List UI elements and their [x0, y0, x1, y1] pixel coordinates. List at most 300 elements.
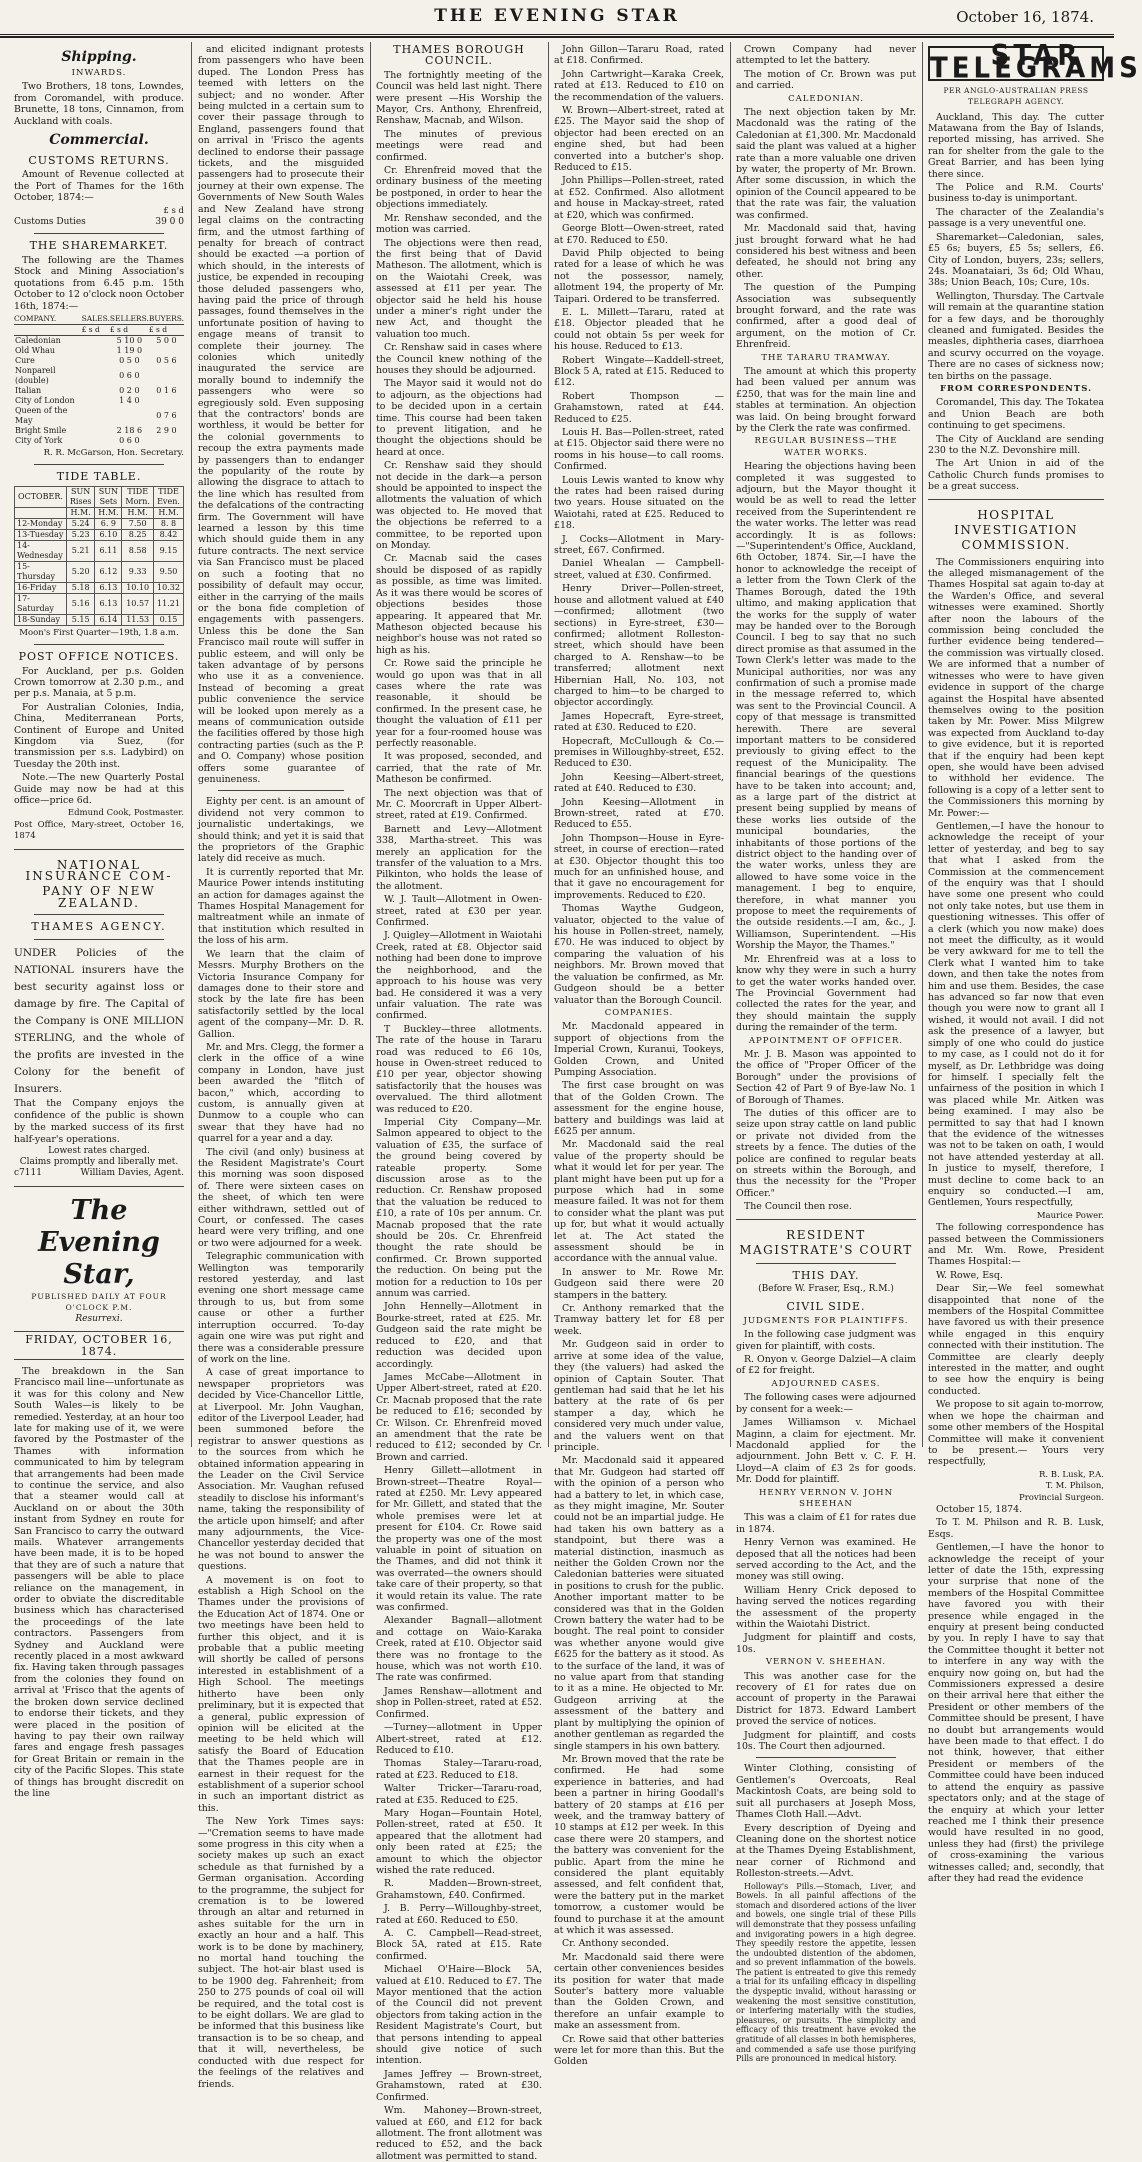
dateline: FRIDAY, OCTOBER 16, 1874. [14, 1331, 184, 1360]
customs-table [14, 206, 184, 229]
telegram: Coromandel, This day. The Tokatea and Union Beach are both continuing to get specimens. [928, 397, 1104, 432]
subheading: APPOINTMENT OF OFFICER. [748, 1035, 904, 1046]
customs-label: Customs Duties [14, 217, 86, 228]
tide-table [14, 486, 184, 626]
article-paragraph: In the following case judgment was given for plaintiff, with costs. [736, 1329, 916, 1352]
article-paragraph: The civil (and only) business at the Resident Magistrate's Court this morning was soon disposed of. There were sixteen cases on the sheet, of which ten were either withdrawn, settled out of Court, or confessed. The cases heard were very trifling, and one or two were adjourned for a week. [198, 1146, 364, 1249]
table-cell: 1 19 0 [116, 345, 143, 355]
article-paragraph: The Council then rose. [744, 1201, 852, 1213]
article-paragraph: This was a claim of £1 for rates due in 1874. [736, 1512, 916, 1535]
article-paragraph: We propose to sit again to-morrow, when we hope the chairman and some other members of the Hospital Committee will make it convenient to be present.— Yours very respectfully, [928, 1399, 1104, 1468]
article-paragraph: George Blott—Owen-street, rated at £70. Reduced to £50. [554, 223, 724, 246]
table-cell [82, 366, 110, 386]
table-cell: 11.53 [122, 614, 154, 625]
article-paragraph: John Keesing—Albert-street, rated at £40. Reduced to £30. [554, 771, 724, 795]
table-cell [82, 426, 110, 436]
divider [34, 914, 164, 915]
article-paragraph: Mr. Gudgeon said in order to arrive at some idea of the value, they (the valuers) had asked the opinion of Captain Souter. That gentleman had said that he let his battery at the rate of 6s per stamper a day, which he considered very much under value, and the valuers went on that principle. [554, 1339, 724, 1453]
article-paragraph: In answer to Mr. Rowe Mr. Gudgeon said there were 20 stampers in the battery. [554, 1266, 724, 1301]
insurance-agent: William Davies, Agent. [80, 1168, 184, 1179]
article-paragraph: W. J. Tault—Allotment in Owen-street, rated at £30 per year. Confirmed. [376, 894, 542, 929]
article-paragraph: Judgment for plaintiff, and costs 10s. The Court then adjourned. [736, 1729, 916, 1753]
subheading: FROM CORRESPONDENTS. [939, 383, 1093, 394]
advertisement: Winter Clothing, consisting of Gentlemen's Overcoats, Real Mackintosh Coats, are being sold to suit all purchasers at Joseph Moss, Thames Cloth Hall.—Advt. [736, 1763, 916, 1821]
article-paragraph: Crown Company had never attempted to let the battery. [736, 44, 916, 67]
article-paragraph: October 15, 1874. [936, 1503, 1023, 1515]
table-cell: BUYERS. [148, 313, 184, 323]
motto: Resurrexi. [75, 1313, 123, 1324]
table-cell: 5.16 [66, 593, 94, 614]
table-cell: 5 10 0 [116, 335, 143, 345]
article-paragraph: A. C. Campbell—Read-street, Block 5A, rated at £15. Rate confirmed. [376, 1928, 542, 1962]
article-paragraph: The Mayor said it would not do to adjourn, as the objections had to be decided upon in a certain time. This course had been taken to prevent litigation, and he thought the objections should be heard at once. [376, 378, 542, 458]
telegram: Sharemarket—Caledonian, sales, £5 6s; buyers, £5 5s; sellers, £6. City of London, buyers, 23s; sellers, 24s. Moanataiari, 3s 6d; Old Whau, 38s; Union Beach, 10s; Cure, 10s. [928, 231, 1104, 289]
table-cell: 0 6 0 [119, 435, 140, 445]
share-table [14, 314, 184, 446]
divider [34, 464, 164, 465]
article-paragraph: Robert Thompson — Grahamstown, rated at £44. Reduced to £25. [554, 390, 724, 425]
article-paragraph: It was proposed, seconded, and carried, that the rate of Mr. Matheson be confirmed. [376, 751, 542, 786]
column-rule [191, 42, 192, 1447]
table-cell: 18-Sunday [15, 614, 67, 625]
star-telegrams-banner [928, 39, 1142, 86]
table-cell: 7.50 [122, 518, 154, 529]
article-paragraph: John Hennelly—Allotment in Bourke-street, rated at £25. Mr. Gudgeon said the rate might be reduced to £20, and that reduction was decided upon accordingly. [376, 1301, 542, 1370]
telegram: Auckland, This day. The cutter Matawana from the Bay of Islands, reported missing, has arrived. She ran for shelter from the gale to the Great Barrier, and has been lying there since. [928, 111, 1104, 180]
table-cell [82, 386, 110, 396]
insurance-footer [14, 1168, 184, 1179]
table-cell: H.M. [122, 507, 154, 518]
table-cell: 9.50 [153, 561, 183, 582]
page-date: October 16, 1874. [956, 8, 1094, 26]
table-row [14, 436, 184, 446]
article-paragraph: Mr. and Mrs. Clegg, the former a clerk in the office of a wine company in London, have just been awarded the "flitch of bacon," which, according to custom, is annually given at Dunmow to a couple who can swear that they have had no quarrel for a year and a day. [198, 1041, 364, 1145]
article-paragraph: The minutes of previous meetings were read and confirmed. [376, 128, 542, 163]
article-paragraph: J. Quigley—Allotment in Waiotahi Creek, rated at £8. Objector said nothing had been done to improve the neighborhood, and the approach to his house was very bad. He considered it was a very unfair valuation. The rate was confirmed. [376, 930, 542, 1022]
table-cell: 9.33 [122, 561, 154, 582]
table-row [15, 614, 184, 625]
divider [218, 790, 344, 791]
table-cell [110, 406, 149, 426]
article-paragraph: Mr. Macdonald said the real value of the property should be what it would let for per year. The plant might have been put up for a purpose which had in some measure failed. It was not for them to consider what the plant was put up for, but what it would actually let at. The Act stated the assessment should be in accordance with the annual value. [554, 1139, 724, 1265]
article-paragraph: Michael O'Haire—Block 5A, valued at £10. Reduced to £7. The Mayor mentioned that the action of the Council did not prevent objectors from taking action in the Resident Magistrate's Court, but that persons intending to appeal should give notice of such intention. [376, 1964, 542, 2067]
article-paragraph: The following cases were adjourned by consent for a week:— [736, 1392, 916, 1415]
table-cell: COMPANY. [14, 314, 82, 325]
star-telegrams-title: STAR TELEGRAMS [930, 39, 1142, 86]
article-paragraph: Mr. Ehrenfreid was at a loss to know why they were in such a hurry to get the water works handed over. The Provincial Government had collected the rates for the year, and they should maintain the supply during the remainder of the term. [736, 953, 916, 1034]
article-paragraph: Thomas Staley—Tararu-road, rated at £23. Reduced to £18. [376, 1758, 542, 1781]
article-paragraph: The first case brought on was that of the Golden Crown. The assessment for the engine house, battery and buildings was laid at £625 per annum. [554, 1080, 724, 1137]
table-cell [149, 366, 184, 386]
column-rule [548, 42, 549, 1447]
customs-amount: 39 0 0 [155, 217, 184, 228]
table-cell: 5.23 [66, 529, 94, 540]
sharemarket-heading: THE SHAREMARKET. [29, 239, 169, 253]
table-row [14, 335, 184, 346]
article-paragraph: Hopecraft, McCullough & Co.—premises in Willoughby-street, £52. Reduced to £30. [554, 735, 724, 770]
column-3 [376, 43, 542, 2162]
article-paragraph: The question of the Pumping Association was subsequently brought forward, and the rate was confirmed, after a good deal of argument, on the motion of Cr. Ehrenfreid. [736, 282, 916, 351]
article-paragraph: and elicited indignant protests from passengers who have been duped. The London Press has teemed with letters on the subject; and no wonder. After being mulcted in a certain sum to cover their passage through to England, passengers found that on arrival in 'Frisco the agents declined to endorse their passage tickets, and the misguided passengers had to prosecute their journey at their own expense. The Governments of New South Wales and New Zealand have strong legal claims on the contracting firm, and the utmost farthing of penalty for breach of contract should be exacted —a portion of which should, in the interests of justice, be expended in recouping those deluded passengers who, having paid the price of through passages, found themselves in the unfortunate position of having to engage means of transit to complete their journey. The colonies which unitedly inaugurated the service are morally bound to indemnify the passengers who were so egregiously sold. Even supposing that the contractors' bonds are worthless, it would be better for the colonial governments to recoup the extra payments made by passengers than to endanger the popularity of the route by allowing the disgrace to attach to the line which has resulted from the defalcations of the contracting firm. The Government will have learned a lesson by this time which should guide them in any future contracts. The next service via San Francisco must be placed on such a footing that no possibility of default may occur, either in the carrying of the mails or the bona fide completion of engagements with passengers. Unless this be done the San Francisco mail route will suffer in public esteem, and will only be taken advantage of by persons who use it as a convenience. Instead of becoming a great public convenience the service will be looked upon merely as a means of communication outside the facilities offered by those high contracting parties (such as the P. and O. Company) whose position offers some guarantee of genuineness. [198, 44, 364, 785]
table-cell: City of York [15, 435, 63, 445]
subheading: VERNON V. SHEEHAN. [765, 1657, 887, 1668]
table-cell: 1 4 0 [119, 395, 140, 405]
table-cell [82, 406, 110, 426]
table-cell [14, 324, 82, 335]
divider [14, 849, 184, 850]
table-cell: £ s d [82, 324, 110, 335]
divider [756, 1263, 896, 1264]
advertisement: Every description of Dyeing and Cleaning done on the shortest notice at the Thames Dyeing Establishment, near corner of Richmond and Rolleston-streets.—Advt. [736, 1822, 916, 1880]
article-paragraph: Louis H. Bas—Pollen-street, rated at £15. Objector said there were no rooms in his house—to call rooms. Confirmed. [554, 427, 724, 473]
table-cell [82, 346, 110, 356]
table-cell: City of London [15, 395, 75, 405]
table-cell: 6.11 [95, 540, 122, 561]
telegraph-agency: PER ANGLO-AUSTRALIAN PRESS TELEGRAPH AGENCY. [943, 85, 1089, 107]
column-2 [198, 44, 364, 2090]
signature: T. M. Philson, [1045, 1481, 1104, 1492]
article-paragraph: Mr. Macdonald said that, having just brought forward what he had considered his best witness and been defeated, he should not bring any other. [736, 223, 916, 280]
article-paragraph: Cr. Ehrenfreid moved that the ordinary business of the meeting be postponed, in order to hear the objections immediately. [376, 165, 542, 211]
article-paragraph: Barnett and Levy—Allotment 338, Martha-street. This was merely an application for the transfer of the valuation to a Mrs. Pilkinton, who holds the lease of the allotment. [376, 823, 542, 892]
article-paragraph: The objections were then read, the first being that of David Matheson. The allotment, which is on the Waiotahi Creek, was assessed at £11 per year. The objector said he held his house under a miner's right under the new Act, and thought the valuation too much. [376, 237, 542, 340]
article-paragraph: It is currently reported that Mr. Maurice Power intends instituting an action for damages against the Thames Hospital Management for maltreatment while an inmate of that institution which resulted in the loss of his arm. [198, 866, 364, 947]
table-cell: H.M. [153, 507, 183, 518]
table-cell: Cure [15, 355, 35, 365]
table-cell: 10.57 [122, 593, 154, 614]
article-paragraph: Henry Vernon was examined. He deposed that all the notices had been served according to the Act, and the money was still owing. [736, 1537, 916, 1583]
table-cell: Old Whau [15, 345, 56, 355]
article-paragraph: Walter Tricker—Tararu-road, rated at £35. Reduced to £25. [376, 1783, 542, 1806]
publication-note: PUBLISHED DAILY AT FOUR O'CLOCK P.M. [31, 1291, 167, 1313]
insurance-rates: Lowest rates charged. [48, 1145, 150, 1156]
subheading: HENRY VERNON V. JOHN SHEEHAN [758, 1487, 894, 1509]
table-cell: SELLERS. [109, 313, 149, 323]
header-rule [0, 34, 1114, 35]
article-paragraph: Hearing the objections having been completed it was suggested to adjourn, but the Mayor thought it would be as well to read the letter received from the Superintendent re the water works. The letter was read accordingly. It is as follows:—"Superintendent's Office, Auckland, 6th October, 1874. Sir,—I have the honor to acknowledge the receipt of a letter from the Town Clerk of the Thames Borough, dated the 19th ultimo, and making application that the works for the supply of water may be handed over to the Borough Council. I beg to say that no such direct promise as that assumed in the Town Clerk's letter was made to the Municipal authorities, nor was any confirmation of such a promise made in the message referred to, which was sent to the Provincial Council. A copy of that message is transmitted herewith. There are several important matters to be considered previously to giving effect to the request of the Municipality. The financial bearings of the questions have to be taken into account; and, as a large part of the district at present being supplied by means of these works lies outside of the municipal boundaries, the inhabitants of those portions of the district object to the handing over of the water works, unless they are allowed to have some voice in the management. I beg to enquire, therefore, in what manner you propose to meet the requirements of the outside residents.—I am, &c., J. Williamson, Superintendent. —His Worship the Mayor, the Thames." [736, 461, 916, 952]
court-civil: CIVIL SIDE. [786, 1300, 866, 1314]
table-cell [149, 346, 184, 356]
article-paragraph: The next objection taken by Mr. Macdonald was the rating of the Caledonian at £1,300. Mr. Macdonald said the plant was valued at a higher rate than a more valuable one driven by water, the property of Mr. Brown. After some discussion, in which the opinion of the Council appeared to be that the rate was fair, the valuation was confirmed. [736, 107, 916, 221]
divider [736, 1219, 916, 1220]
table-cell: 12-Monday [15, 518, 67, 529]
table-cell: Italian [15, 385, 42, 395]
article-paragraph: Wm. Mahoney—Brown-street, valued at £60, and £12 for back allotment. The front allotment was reduced to £52, and the back allotment was permitted to stand. [376, 2105, 542, 2162]
customs-units: £ s d [163, 205, 184, 216]
shipping-title: Shipping. [61, 49, 137, 65]
table-cell [15, 507, 67, 518]
article-paragraph: Cr. Anthony seconded. [562, 1938, 669, 1950]
table-row [14, 386, 184, 396]
table-cell: £ s d [110, 324, 149, 335]
court-heading: RESIDENT MAGISTRATE'S COURT [739, 1227, 913, 1257]
article-paragraph: Telegraphic communication with Wellington was temporarily restored yesterday, and last evening one short message came through to us, but from some cause or other a further interruption occurred. To-day again one wire was put right and there was a considerable pressure of work on the line. [198, 1251, 364, 1365]
article-paragraph: Mr. Brown moved that the rate be confirmed. He had some experience in batteries, and had been a partner in hiring Goodall's battery of 20 stamps at £16 per week, and the tramway battery of 10 stamps at £12 per week. In this case there were 20 stampers, and the battery was convenient for the public. Apart from the mine he considered the plant equitably assessed, and felt confident that, were the battery put in the market tomorrow, a customer would be found to purchase it at the amount at which it was assessed. [554, 1753, 724, 1936]
table-cell: SUN Sets [95, 486, 122, 507]
table-cell: H.M. [66, 507, 94, 518]
article-paragraph: Cr. Renshaw said in cases where the Council knew nothing of the houses they should be adjourned. [376, 342, 542, 376]
telegram: The City of Auckland are sending 230 to the N.Z. Devonshire mill. [928, 433, 1104, 456]
article-paragraph: J. B. Perry—Willoughby-street, rated at £60. Reduced to £50. [376, 1903, 542, 1926]
article-paragraph: J. Cocks—Allotment in Mary-street, £67. Confirmed. [554, 533, 724, 557]
column-rule [370, 42, 371, 1447]
article-paragraph: The New York Times says:—"Cremation seems to have made some progress in this city when a society makes up such an exact schedule as that furnished by a German organisation. According to the programme, the subject for cremation is to be lowered through an altar and returned in ashes suitable for the urn in exactly an hour and a half. This work is to be done by machinery, no mortal hand touching the subject. The hot-air blast used is to be 1900 deg. Fahrenheit; from 250 to 275 pounds of coal oil will be required, and the total cost is to be eight dollars. We are glad to be informed that this business like transaction is to be so cheap, and that it will, nevertheless, be conducted with due respect for the feelings of the relatives and friends. [198, 1816, 364, 2090]
table-cell: 5.24 [66, 518, 94, 529]
table-cell: Caledonian [15, 335, 61, 345]
article-paragraph: This was another case for the recovery of £1 for rates due on account of property in the Parawai District for 1873. Edward Lambert proved the service of notices. [736, 1670, 916, 1728]
article-paragraph: Cr. Rowe said that other batteries were let for more than this. But the Golden [554, 2033, 724, 2068]
signature: R. B. Lusk, P.A. [1038, 1469, 1104, 1480]
insurance-heading: NATIONAL INSURANCE COM- [25, 857, 173, 884]
article-paragraph: Mary Hogan—Fountain Hotel, Pollen-street, rated at £50. It appeared that the allotment had only been rated at £25; the amount to which the objector wished the rate reduced. [376, 1807, 542, 1876]
moon-phase: Moon's First Quarter—19th, 1.8 a.m. [19, 627, 179, 638]
article-paragraph: Thomas Waythe Gudgeon, valuator, objected to the value of his house in Pollen-street, namely, £70. He was induced to object by comparing the valuation of his neighbors. Mr. Brown moved that the valuation be confirmed, as Mr. Gudgeon should be a better valuator than the Borough Council. [554, 903, 724, 1006]
share-signature: R. R. McGarson, Hon. Secretary. [43, 447, 184, 458]
sharemarket-text: The following are the Thames Stock and Mining Association's quotations from 6.45 p.m. 15th October to 12 o'clock noon October 16th, 1874:— [14, 254, 184, 312]
subheading: ADJOURNED CASES. [771, 1378, 881, 1389]
table-row [15, 593, 184, 614]
article-paragraph: John Gillon—Tararu Road, rated at £18. Confirmed. [554, 44, 724, 67]
insurance-text: UNDER Policies of the NATIONAL insurers have the best security against loss or damage by fire. The Capital of the Company is ONE MILLION STERLING, and the whole of the profits are invested in the Colony for the benefit of Insurers. [14, 946, 184, 1095]
table-cell: 2 9 0 [156, 425, 177, 435]
table-cell: 6.14 [95, 614, 122, 625]
article-paragraph: Henry Driver—Pollen-street, house and allotment valued at £40—confirmed; allotment (two sections) in Eyre-street, £30—confirmed; allotment Rolleston-street, which should have been charged to A. Renshaw—to be transferred; allotment next Hibernian Hall, No. 103, not charged to him—to be charged to objector accordingly. [554, 583, 724, 709]
court-before: (Before W. Fraser, Esq., R.M.) [758, 1284, 894, 1295]
article-paragraph: W. Brown—Albert-street, rated at £25. The Mayor said the shop of objector had been erected on an engine shed, but had been converted into a butcher's shop. Reduced to £15. [554, 105, 724, 174]
tide-heading: TIDE TABLE. [56, 470, 142, 484]
table-cell: 2 18 6 [116, 425, 143, 435]
table-cell: 8.58 [122, 540, 154, 561]
table-cell: 0 5 0 [119, 355, 140, 365]
table-cell: 5 0 0 [156, 335, 177, 345]
article-paragraph: —Turney—allotment in Upper Albert-street, rated at £12. Reduced to £10. [376, 1722, 542, 1756]
article-paragraph: David Philp objected to being rated for a lease of which he was not the possessor, namely, allotment 194, the property of Mr. Taipari. Ordered to be transferred. [554, 247, 724, 305]
divider [928, 499, 1104, 500]
article-paragraph: Eighty per cent. is an amount of dividend not very common to journalistic undertakings, we should think; and yet it is said that the proprietors of the Graphic lately did receive as much. [198, 796, 364, 865]
post-text: Note.—The new Quarterly Postal Guide may now be had at this office—price 6d. [14, 772, 184, 806]
table-cell: Queen of the May [15, 405, 68, 425]
table-cell: 6.13 [95, 593, 122, 614]
subheading: REGULAR BUSINESS—THE WATER WORKS. [754, 436, 898, 458]
column-rule [730, 42, 731, 1447]
table-row [15, 561, 184, 582]
insurance-code: c7111 [14, 1168, 42, 1179]
article-paragraph: The motion of Cr. Brown was put and carried. [736, 68, 916, 92]
subheading: CALEDONIAN. [788, 93, 864, 104]
article-paragraph: The Commissioners enquiring into the alleged mismanagement of the Thames Hospital sat again to-day at the Warden's Office, and several witnesses were examined. Shortly after noon the labours of the commission being concluded the further evidence being tendered—the commission was virtually closed. We are informed that a number of witnesses who were to have given evidence in support of the charge against the Hospital have absented themselves owing to the position taken by Mr. Power. Miss Milgrew was expected from Auckland to-day to give evidence, but it is reported that if the enquiry had been kept open, she would have been advised to withhold her evidence. The following is a copy of a letter sent to the Commissioners this morning by Mr. Power:— [928, 556, 1104, 819]
post-heading: POST OFFICE NOTICES. [18, 650, 180, 664]
article-paragraph: James Renshaw—allotment and shop in Pollen-street, rated at £52. Confirmed. [376, 1685, 542, 1720]
table-cell: 0 2 0 [119, 385, 140, 395]
table-cell: 10.32 [153, 582, 183, 593]
article-paragraph: James Williamson v. Michael Maginn, a claim for ejectment. Mr. Macdonald applied for the adjournment. John Bett v. C. F. H. Lloyd—A claim of £3 2s for goods. Mr. Dodd for plaintiff. [736, 1417, 916, 1486]
article-paragraph: Daniel Whealan — Campbell-street, valued at £30. Confirmed. [554, 558, 724, 581]
article-paragraph: James Jeffrey — Brown-street, Grahamstown, rated at £30. Confirmed. [376, 2068, 542, 2103]
article-paragraph: Judgment for plaintiff and costs, 10s. [736, 1632, 916, 1655]
table-cell: 6.10 [95, 529, 122, 540]
article-paragraph: James McCabe—Allotment in Upper Albert-street, rated at £20. Cr. Macnab proposed that the rate be reduced to £16; seconded by Cr. Wilson. Cr. Ehrenfreid moved an amendment that the rate be reduced to £12; seconded by Cr. Brown and carried. [376, 1371, 542, 1463]
subheading: THE TARARU TRAMWAY. [761, 352, 891, 363]
table-cell: 6. 9 [95, 518, 122, 529]
post-signature: Edmund Cook, Postmaster. [67, 808, 184, 819]
telegram: Wellington, Thursday. The Cartvale will remain at the quarantine station for a few days, and be thoroughly cleaned and fumigated. Besides the measles, diphtheria cases, diarrhoea and scurvy occurred on the voyage. There are no cases of sickness now; ten births on the passage. [928, 290, 1104, 382]
table-cell: 14-Wednesday [15, 540, 67, 561]
column-4 [554, 44, 724, 2068]
table-cell: SALES. [81, 313, 110, 323]
table-cell: 11.21 [153, 593, 183, 614]
telegram: The character of the Zealandia's passage is a very uneventful one. [928, 206, 1104, 230]
article-paragraph: We learn that the claim of Messrs. Murphy Brothers on the Victoria Insurance Company for damages done to their store and stock by the late fire has been satisfactorily settled by the local agent of the company—Mr. D. R. Gallion. [198, 948, 364, 1040]
advertisement: Holloway's Pills.—Stomach, Liver, and Bowels. In all painful affections of the stomach and disordered actions of the liver and bowels, one single trial of these Pills will demonstrate that they possess unfailing and invigorating powers in a high degree. They speedily restore the appetite, lessen the undoubted distention of the abdomen, and so prevent inflammation of the bowels. The patient is entreated to give this remedy a trial for its unfailing efficacy in dispelling the dyspeptic invalid, without harassing or weakening the most sensitive constitution, or interfering materially with the studies, pleasures, or pursuits. The simplicity and efficacy of this treatment have evoked the gratitude of all classes in both hemispheres, and commended a safe use those purifying Pills are pronounced in medical history. [736, 1881, 916, 2064]
article-paragraph: Mr. Macdonald said it appeared that Mr. Gudgeon had started off with the opinion of a person who had a battery to let, in which case, as they might imagine, Mr. Souter could not be an impartial judge. He had taken his own battery as a standpoint, but there was a material distinction, inasmuch as neither the Golden Crown nor the Caledonian batteries were situated in positions to crush for the public. Another important matter to be considered was that in the Golden Crown battery the water had to be bought. The real point to consider was whether anyone would give £625 for the battery as it stood. As to the surface of the land, it was of no value apart from that standing to it as a mine. He objected to Mr. Gudgeon arriving at the assessment of the battery and plant by multiplying the opinion of another gentleman as regarded the single stampers in his own battery. [554, 1455, 724, 1752]
article-paragraph: The next objection was that of Mr. C. Moorcraft in Upper Albert-street, rated at £19. Confirmed. [376, 787, 542, 822]
table-cell: 8.42 [153, 529, 183, 540]
signature: Provincial Surgeon. [1019, 1492, 1104, 1503]
commercial-title: Commercial. [49, 132, 149, 149]
table-cell: 5.21 [66, 540, 94, 561]
article-paragraph: A case of great importance to newspaper proprietors was decided by Vice-Chancellor Little, at Liverpool. Mr. John Vaughan, editor of the Liverpool Leader, had been summoned before the registrar to answer questions as to the sources from which he obtained information appearing in the Leader on the Civil Service Association. Mr. Vaughan refused steadily to disclose his informant's name, taking the responsibility of the article upon himself; and after many adjournments, the Vice-Chancellor yesterday decided that he was not bound to answer the questions. [198, 1367, 364, 1573]
table-cell: 16-Friday [15, 582, 67, 593]
article-paragraph: John Cartwright—Karaka Creek, rated at £13. Reduced to £10 on the recommendation of the valuers. [554, 68, 724, 103]
article-paragraph: Cr. Renshaw said they should not decide in the dark—a person should be appointed to inspect the allotments the valuation of which was objected to. He moved that the objections be referred to a committee, to be reported upon on Monday. [376, 460, 542, 552]
table-row [15, 540, 184, 561]
divider [34, 939, 164, 940]
table-cell: £ s d [149, 324, 184, 335]
table-row [15, 518, 184, 529]
table-cell: 5.20 [66, 561, 94, 582]
table-row [14, 406, 184, 426]
table-cell: 15-Thursday [15, 561, 67, 582]
article-paragraph: Cr. Anthony remarked that the Tramway battery let for £8 per week. [554, 1303, 724, 1337]
article-paragraph: John Phillips—Pollen-street, rated at £52. Confirmed. Also allotment and house in Mackay-street, rated at £20, which was confirmed. [554, 175, 724, 221]
article-paragraph: William Henry Crick deposed to having served the notices regarding the assessment of the property within the Waiotahi District. [736, 1584, 916, 1630]
post-text: For Auckland, per p.s. Golden Crown tomorrow at 2.30 p.m., and per p.s. Manaia, at 5 p.m. [14, 665, 184, 700]
article-paragraph: The fortnightly meeting of the Council was held last night. There were present —His Worship the Mayor, Crs. Anthony, Ehrenfreid, Renshaw, Macnab, and Wilson. [376, 69, 542, 127]
table-cell: 0 7 6 [156, 410, 177, 420]
table-cell: 13-Tuesday [15, 529, 67, 540]
article-paragraph: Mr. Macdonald said there were certain other conveniences besides its position for water that made Souter's battery more valuable than the Golden Crown, and therefore an unfair example to make an assessment from. [554, 1951, 724, 2032]
article-paragraph: The duties of this officer are to seize upon stray cattle on land public or private not divided from the streets by a fence. The duties of the police are confined to regular beats on streets within the Borough, and thus the necessity for the "Proper Officer." [736, 1107, 916, 1199]
article-paragraph: W. Rowe, Esq. [936, 1269, 1003, 1281]
article-paragraph: To T. M. Philson and R. B. Lusk, Esqs. [928, 1517, 1104, 1540]
post-place: Post Office, Mary-street, October 16, 1874 [14, 819, 184, 842]
table-row [14, 346, 184, 356]
customs-text: Amount of Revenue collected at the Port of Thames for the 16th October, 1874:— [14, 169, 184, 204]
table-cell [82, 335, 110, 346]
article-paragraph: The following correspondence has passed between the Commissioners and Mr. Wm. Rowe, President Thames Hospital:— [928, 1222, 1104, 1268]
article-paragraph: Gentlemen,—I have the honor to acknowledge the receipt of your letter of date the 15th, expressing your surprise that none of the members of the Hospital Committee have favored you with their presence while engaged in the enquiry at present being conducted by you. In reply I have to say that the Committee thought it better not to interfere in any way with the enquiry now going on, but had the Commissioners expressed a desire on their arrival here that either the President or other members of the Committee should be present, I have no doubt but arrangements would have been made to that effect. I do not think, however, that either President or members of the Committee could have been induced to attend the enquiry as passive spectators only; and at the stage of the enquiry at which your letter reached me I think their presence would have resulted in no good, unless they had (first) the privilege of cross-examining the various witnesses called; and, secondly, that after they had read the evidence [928, 1542, 1104, 1884]
article-paragraph: A movement is on foot to establish a High School on the Thames under the provisions of the Education Act of 1874. One or two meetings have been held to further this object, and it is probable that a public meeting will shortly be called of persons interested in establishment of a High School. The meetings hitherto have been only preliminary, but it is expected that a general, public expression of opinion will be elicited at the meeting to be held which will satisfy the Board of Education that the Thames people are in earnest in their request for the establishment of a superior school in such an important district as this. [198, 1574, 364, 1814]
table-cell: Nonpareil (double) [15, 365, 56, 385]
table-cell: 10.10 [122, 582, 154, 593]
subheading: COMPANIES. [604, 1007, 674, 1018]
insurance-agency: THAMES AGENCY. [31, 920, 167, 934]
table-cell: OCTOBER. [15, 486, 67, 507]
table-cell: 0 5 6 [156, 355, 177, 365]
article-paragraph: Mr. Renshaw seconded, and the motion was carried. [376, 212, 542, 236]
table-row [15, 529, 184, 540]
divider [14, 1186, 184, 1187]
article-paragraph: Imperial City Company—Mr. Salmon appeared to object to the valuation of £35, the surface of the ground being covered by rateable property. Some discussion arose as to the reduction. Cr. Renshaw proposed that the valuation be reduced to £10, a rate of 10s per annum. Cr. Macnab proposed that the rate should be 20s. Cr. Ehrenfreid thought the rate should be confirmed. Cr. Brown supported the reduction. On being put the motion for a reduction to 10s per annum was carried. [376, 1116, 542, 1300]
table-cell: 6.12 [95, 561, 122, 582]
table-cell: 5.18 [66, 582, 94, 593]
column-1 [14, 44, 184, 1799]
table-cell [149, 396, 184, 406]
table-cell [82, 356, 110, 366]
article-paragraph: T Buckley—three allotments. The rate of the house in Tararu road was reduced to £6 10s, house in Owen-street reduced to £10 per year, objector showing satisfactorily that the houses was overvalued. The third allotment was reduced to £20. [376, 1023, 542, 1115]
masthead: The Evening Star, [38, 1194, 160, 1290]
table-cell [82, 436, 110, 446]
table-cell: 9.15 [153, 540, 183, 561]
telegram: The Art Union in aid of the Catholic Church funds promises to be a great success. [928, 458, 1104, 493]
signature: Maurice Power. [1036, 1210, 1104, 1221]
article-paragraph: R. Madden—Brown-street, Grahamstown, £40. Confirmed. [376, 1878, 542, 1901]
table-cell: 8. 8 [153, 518, 183, 529]
table-cell: 17-Saturday [15, 593, 67, 614]
column-rule [922, 42, 923, 1447]
article-paragraph: Henry Gillett—allotment in Brown-street—Theatre Royal—rated at £250. Mr. Levy appeared for Mr. Gillett, and stated that the whole premises were let at present for £104. Cr. Rowe said the property was one of the most valuable in point of situation on the Thames, and did not think it was overrated—the owners should take care of their property, so that it would retain its value. The rate was confirmed. [376, 1465, 542, 1614]
table-cell: 0.15 [153, 614, 183, 625]
table-cell: TIDE Morn. [122, 486, 154, 507]
table-cell: 5.15 [66, 614, 94, 625]
table-cell: 0 1 6 [156, 385, 177, 395]
table-cell: 6.13 [95, 582, 122, 593]
article-paragraph: Cr. Macnab said the cases should be disposed of as rapidly as possible, as time was limited. As it was there would be scores of objections besides those appearing. It appeared that Mr. Matheson objected because his neighbor's house was not rated so high as his. [376, 553, 542, 656]
customs-heading: CUSTOMS RETURNS. [28, 154, 170, 168]
council-heading: THAMES BOROUGH COUNCIL. [393, 43, 525, 68]
subheading: JUDGMENTS FOR PLAINTIFFS. [743, 1315, 909, 1326]
inwards-label: INWARDS. [71, 68, 127, 78]
leader-article: The breakdown in the San Francisco mail line—unfortunate as it was for this colony and New South Wales—is likely to be remedied. Yesterday, at an hour too late for making use of it, we were favored by the Postmaster of the Thames with information communicated to him by telegram that arrangements had been made to continue the service, and also that a steamer would call at Auckland on or about the 30th instant from Sydney en route for San Francisco to carry the outward mails. Whatever arrangements have been made, it is to be hoped that they are of such a nature that passengers will be able to place reliance on the management, in order to obviate the discreditable business which has characterised the proceedings of the late contractors. Passengers from Sydney and Auckland were recently placed in a most awkward fix. Having taken through passages from the colonies they found on arrival at 'Frisco that the agents of the broken down service declined to endorse their tickets, and they were placed in the position of having to pay their own railway fares and engage fresh passages for Great Britain or remain in the city of the Pacific Slopes. This state of things has brought discredit on the line [14, 1365, 184, 1799]
table-row [14, 366, 184, 386]
insurance-claims: Claims promptly and liberally met. [19, 1157, 179, 1168]
table-cell: 0 6 0 [119, 370, 140, 380]
article-paragraph: R. Onyon v. George Dalziel—A claim of £2 for freight. [736, 1354, 916, 1377]
article-paragraph: Mr. J. B. Mason was appointed to the office of "Proper Officer of the Borough" under the provisions of Section 42 of Part 9 of Bye-law No. 1 of Borough of Thames. [736, 1048, 916, 1106]
divider [34, 644, 164, 645]
insurance-heading: PANY OF NEW ZEALAND. [42, 884, 156, 910]
table-cell [149, 436, 184, 446]
article-paragraph: James Hopecraft, Eyre-street, rated at £30. Reduced to £20. [554, 710, 724, 734]
article-paragraph: Alexander Bagnall—allotment and cottage on Waio-Karaka Creek, rated at £10. Objector said there was no frontage to the house, which was not worth £10. The rate was confirmed. [376, 1615, 542, 1684]
post-text: For Australian Colonies, India, China, Mediterranean Ports, Continent of Europe and United Kingdom via Suez, (for transmission per s.s. Ladybird) on Tuesday the 20th inst. [14, 701, 184, 770]
newspaper-title: THE EVENING STAR [434, 6, 680, 26]
table-cell: 8.25 [122, 529, 154, 540]
article-paragraph: Cr. Rowe said the principle he would go upon was that in all cases where the rate was reasonable, it should be confirmed. In the present case, he thought the valuation of £11 per year for a four-roomed house was perfectly reasonable. [376, 658, 542, 749]
divider [34, 233, 164, 234]
table-cell: Bright Smile [15, 425, 67, 435]
article-paragraph: E. L. Millett—Tararu, rated at £18. Objector pleaded that he could not obtain 5s per week for his house. Reduced to £13. [554, 306, 724, 353]
table-row [15, 582, 184, 593]
table-cell: H.M. [95, 507, 122, 518]
table-cell: TIDE Even. [153, 486, 183, 507]
page-header [0, 0, 1114, 38]
article-paragraph: John Thompson—House in Eyre-street, in course of erection—rated at £30. Objector thought this too much for an unfinished house, and that it gave no encouragement for improvements. Reduced to £20. [554, 832, 724, 901]
article-paragraph: Louis Lewis wanted to know why the rates had been raised during two years. House situated on the Waiotahi, rated at £25. Reduced to £18. [554, 474, 724, 532]
table-row [14, 396, 184, 406]
column-5 [736, 44, 916, 2064]
column-6 [928, 39, 1142, 1884]
court-this-day: THIS DAY. [792, 1268, 860, 1282]
article-paragraph: John Keesing—Allotment in Brown-street, rated at £70. Reduced to £55. [554, 796, 724, 831]
article-paragraph: Dear Sir,—We feel somewhat disappointed that none of the members of the Hospital Committee have favored us with their presence while engaged in this enquiry connected with their institution. The Committee are clearly deeply interested in the matter, and ought to see how the enquiry is being conducted. [928, 1283, 1104, 1397]
inwards-text: Two Brothers, 18 tons, Lowndes, from Coromandel, with produce. Brunette, 18 tons, Cinnamon, from Auckland with coals. [14, 81, 184, 127]
hospital-heading: HOSPITAL INVESTIGATION COMMISSION. [954, 507, 1078, 552]
article-paragraph: Robert Wingate—Kaddell-street, Block 5 A, rated at £15. Reduced to £12. [554, 354, 724, 389]
article-paragraph: Mr. Macdonald appeared in support of objections from the Imperial Crown, Kuranui, Tookeys, Golden Crown, and United Pumping Association. [554, 1021, 724, 1078]
table-cell [82, 396, 110, 406]
table-cell: SUN Rises [66, 486, 94, 507]
